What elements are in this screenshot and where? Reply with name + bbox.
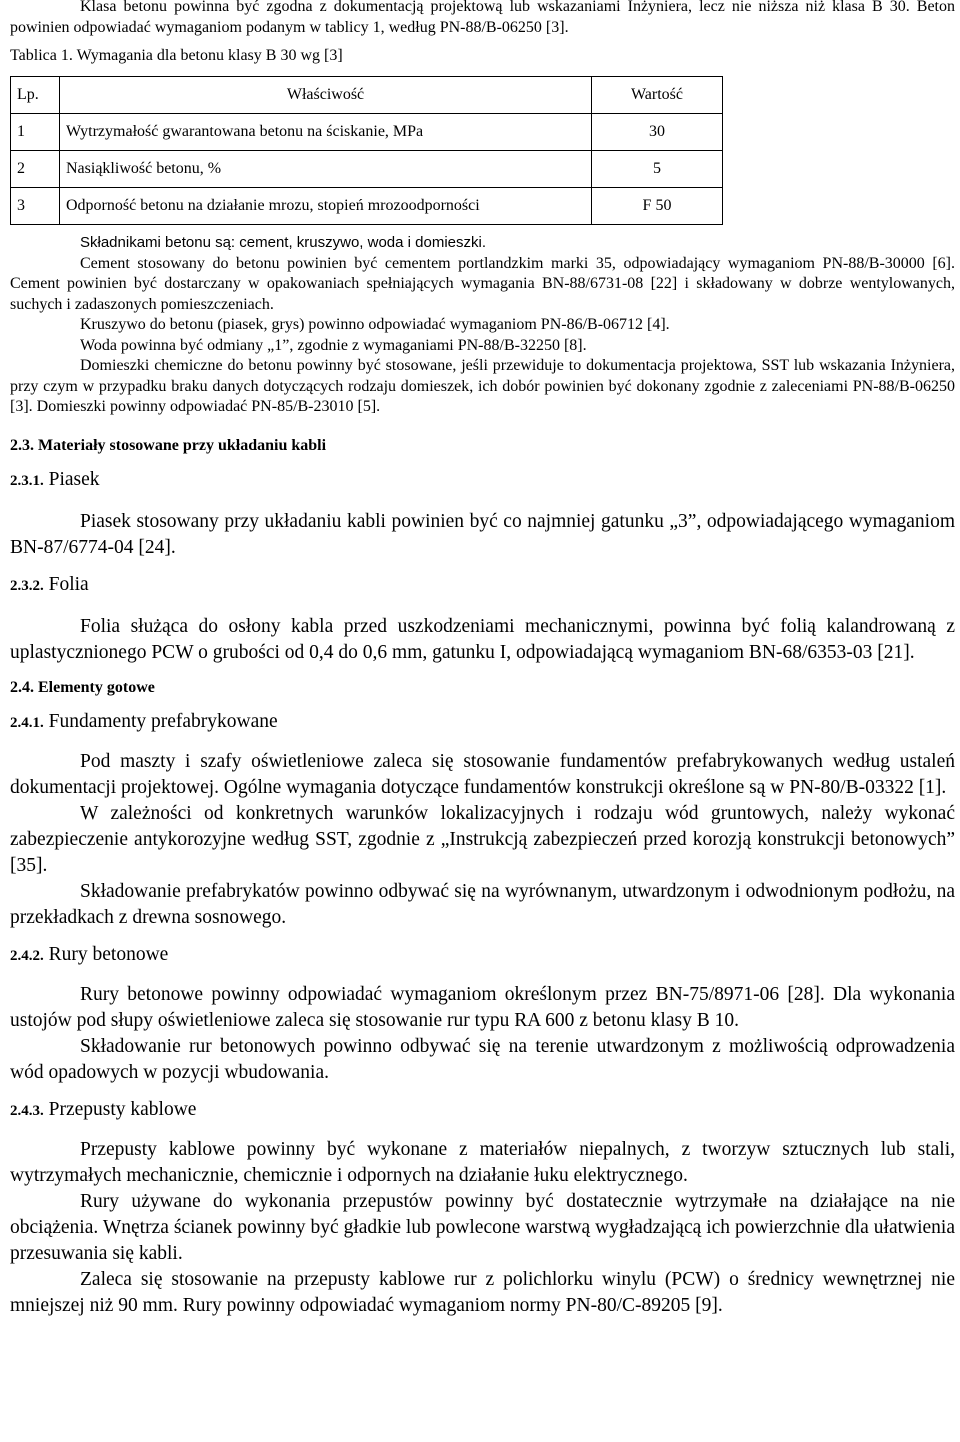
table-row <box>11 151 723 188</box>
row-value: F 50 <box>592 188 723 225</box>
components-line: Składnikami betonu są: cement, kruszywo, woda i domieszki. <box>80 234 487 251</box>
subsection-heading-2-3-2 <box>10 573 955 598</box>
subsection-heading-2-4-1 <box>10 710 955 735</box>
table-row <box>11 114 723 151</box>
row-value: 30 <box>592 114 723 151</box>
pipes-paragraph-1: Rury betonowe powinny odpowiadać wymaganiom określonym przez BN-75/8971-06 [28]. Dla wykonania ustojów pod słupy oświetleniowe zaleca się stosowanie rur typu RA 600 z betonu klasy B 10. <box>10 983 955 1031</box>
culverts-paragraph-1: Przepusty kablowe powinny być wykonane z materiałów niepalnych, z tworzyw sztucznych lub stali, wytrzymałych mechanicznie, chemicznie i odpornych na działanie łuku elektrycznego. <box>10 1138 955 1186</box>
cement-paragraph: Cement stosowany do betonu powinien być cementem portlandzkim marki 35, odpowiadający wymaganiom PN-88/B-30000 [6]. Cement powinien być dostarczany w opakowaniach spełniających wymagania BN-88/6731-08 [22] i składowany w dobrze wentylowanych, suchych i zadaszonych pomieszczeniach. <box>10 254 955 313</box>
subsection-number: 2.4.2. <box>10 947 44 964</box>
section-heading-2-3: 2.3. Materiały stosowane przy układaniu kabli <box>10 436 327 454</box>
foundations-paragraph-1: Pod maszty i szafy oświetleniowe zaleca się stosowanie fundamentów prefabrykowanych według ustaleń dokumentacji projektowej. Ogólne wymagania dotyczące fundamentów konstrukcji określone są w PN-80/B-03322 [1]. <box>10 750 955 798</box>
row-property: Odporność betonu na działanie mrozu, stopień mrozoodporności <box>60 188 592 225</box>
subsection-number: 2.3.2. <box>10 577 44 594</box>
sand-paragraph: Piasek stosowany przy układaniu kabli powinien być co najmniej gatunku „3”, odpowiadającego wymaganiom BN-87/6774-04 [24]. <box>10 510 955 558</box>
intro-paragraph: Klasa betonu powinna być zgodna z dokumentacją projektową lub wskazaniami Inżyniera, lecz nie niższa niż klasa B 30. Beton powinien odpowiadać wymaganiom podanym w tablicy 1, według PN-88/B-06250 [3]. <box>10 0 955 36</box>
header-lp: Lp. <box>11 77 60 114</box>
subsection-title: Fundamenty prefabrykowane <box>48 710 278 732</box>
foundations-paragraph-2: W zależności od konkretnych warunków lokalizacyjnych i rodzaju wód gruntowych, należy wykonać zabezpieczenie antykorozyjne według SST, zgodnie z „Instrukcją zabezpieczeń przed korozją konstrukcji betonowych” [35]. <box>10 802 955 876</box>
subsection-number: 2.4.1. <box>10 714 44 731</box>
header-property: Właściwość <box>60 77 592 114</box>
concrete-section <box>10 233 955 418</box>
water-paragraph: Woda powinna być odmiany „1”, zgodnie z wymaganiami PN-88/B-32250 [8]. <box>80 336 587 354</box>
foil-paragraph: Folia służąca do osłony kabla przed uszkodzeniami mechanicznymi, powinna być folią kalandrowaną z uplastycznionego PCW o grubości od 0,4 do 0,6 mm, gatunku I, odpowiadającą wymaganiom BN-68/6353-03 [21]. <box>10 615 955 663</box>
culverts-paragraph-3: Zaleca się stosowanie na przepusty kablowe rur z polichlorku winylu (PCW) o średnicy wewnętrznej nie mniejszej niż 90 mm. Rury powinny odpowiadać wymaganiom normy PN-80/C-89205 [9]. <box>10 1268 955 1316</box>
subsection-heading-2-4-2 <box>10 943 955 968</box>
culverts-paragraph-2: Rury używane do wykonania przepustów powinny być dostatecznie wytrzymałe na działające na nie obciążenia. Wnętrza ścianek powinny być gładkie lub powlecone warstwą wygładzającą ich powierzchnie dla ułatwienia przesuwania się kabli. <box>10 1190 955 1264</box>
subsection-heading-2-3-1 <box>10 468 955 493</box>
row-lp: 2 <box>11 151 60 188</box>
subsection-title: Piasek <box>48 468 100 490</box>
subsection-number: 2.3.1. <box>10 472 44 489</box>
section-heading-2-4: 2.4. Elementy gotowe <box>10 678 155 696</box>
admixtures-paragraph: Domieszki chemiczne do betonu powinny być stosowane, jeśli przewiduje to dokumentacja projektowa, SST lub wskazania Inżyniera, przy czym w przypadku braku danych dotyczących rodzaju domieszek, ich dobór powinien być dokonany zgodnie z zaleceniami PN-88/B-06250 [3]. Domieszki powinny odpowiadać PN-85/B-23010 [5]. <box>10 357 955 415</box>
row-property: Nasiąkliwość betonu, % <box>60 151 592 188</box>
header-value: Wartość <box>592 77 723 114</box>
table-row <box>11 188 723 225</box>
row-value: 5 <box>592 151 723 188</box>
subsection-heading-2-4-3 <box>10 1098 955 1123</box>
pipes-paragraph-2: Składowanie rur betonowych powinno odbywać się na terenie utwardzonym z możliwością odprowadzenia wód opadowych w pozycji wbudowania. <box>10 1035 955 1083</box>
row-property: Wytrzymałość gwarantowana betonu na ściskanie, MPa <box>60 114 592 151</box>
document-page <box>10 0 955 1319</box>
row-lp: 1 <box>11 114 60 151</box>
subsection-title: Przepusty kablowe <box>48 1098 197 1120</box>
table-header-row <box>11 77 723 114</box>
row-lp: 3 <box>11 188 60 225</box>
subsection-title: Rury betonowe <box>48 943 169 965</box>
foundations-paragraph-3: Składowanie prefabrykatów powinno odbywać się na wyrównanym, utwardzonym i odwodnionym podłożu, na przekładkach z drewna sosnowego. <box>10 880 955 928</box>
table-caption: Tablica 1. Wymagania dla betonu klasy B 30 wg [3] <box>10 47 343 64</box>
requirements-table <box>10 76 723 225</box>
aggregate-paragraph: Kruszywo do betonu (piasek, grys) powinno odpowiadać wymaganiom PN-86/B-06712 [4]. <box>80 316 670 333</box>
subsection-number: 2.4.3. <box>10 1102 44 1119</box>
subsection-title: Folia <box>48 573 89 595</box>
